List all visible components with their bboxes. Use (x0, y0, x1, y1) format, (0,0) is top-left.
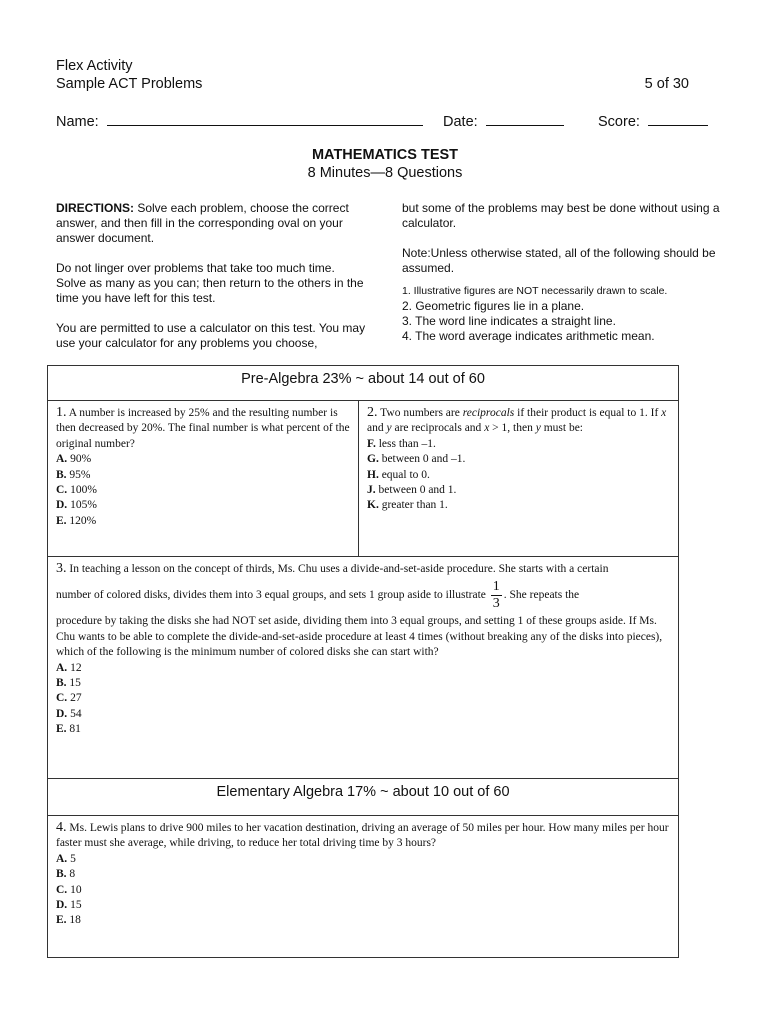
choice[interactable]: B. 15 (56, 677, 81, 690)
choice[interactable]: A. 5 (56, 852, 76, 865)
subtitle-label: Sample ACT Problems (56, 76, 203, 92)
question-text: A number is increased by 25% and the resulting number is then decreased by 20%. The final number is what percent of the original number? (56, 407, 350, 450)
section-prealgebra (47, 365, 679, 401)
question-text-line: number of colored disks, divides them into 3 equal groups, and sets 1 group aside to illustrate $\frac{1}{3}$ . She repeats the (56, 579, 580, 612)
choice[interactable]: C. 100% (56, 484, 97, 497)
question-4 (47, 815, 679, 958)
directions-right (402, 201, 720, 344)
directions-note: Note:Unless otherwise stated, all of the following should be assumed. (402, 246, 716, 275)
question-text-rest: procedure by taking the disks she had NOT set aside, dividing them into 3 equal groups, and setting 1 of these groups aside. If Ms. Chu wants to be able to complete the divide-and-set-aside procedure at least 4 times (without breaking any of the disks into pieces), which of the following is the minimum number of colored disks she can start with? (56, 615, 663, 659)
test-subtitle: 8 Minutes—8 Questions (307, 165, 463, 181)
choice[interactable]: C. 10 (56, 883, 82, 896)
score-blank[interactable] (648, 111, 708, 126)
question-number: 3. (56, 561, 67, 576)
choice[interactable]: K. greater than 1. (367, 499, 448, 512)
date-label: Date: (443, 114, 478, 130)
choice[interactable]: G. between 0 and –1. (367, 453, 466, 466)
choice[interactable]: D. 15 (56, 899, 82, 912)
assumption-item: 4. The word average indicates arithmetic mean. (402, 329, 655, 343)
question-1 (47, 400, 359, 557)
question-text: 3. In teaching a lesson on the concept of thirds, Ms. Chu uses a divide-and-set-aside procedure. She starts with a certain (56, 561, 609, 576)
choice[interactable]: B. 95% (56, 468, 91, 481)
name-field[interactable] (56, 111, 423, 131)
section-prealgebra-title: Pre-Algebra 23% ~ about 14 out of 60 (241, 371, 485, 387)
assumption-item: 1. Illustrative figures are NOT necessarily drawn to scale. (402, 285, 668, 297)
score-label: Score: (598, 114, 640, 130)
question-3 (47, 556, 679, 779)
fraction-one-third: $\frac{1}{3}$ (492, 579, 500, 612)
directions-p3: You are permitted to use a calculator on this test. You may use your calculator for any problems you choose, (56, 321, 366, 350)
directions-label: DIRECTIONS: (56, 201, 134, 215)
test-title-block (0, 146, 770, 183)
choice[interactable]: C. 27 (56, 692, 82, 705)
choice[interactable]: E. 81 (56, 723, 81, 736)
choice[interactable]: A. 12 (56, 661, 82, 674)
section-elementary (47, 778, 679, 816)
choice[interactable]: J. between 0 and 1. (367, 484, 457, 497)
score-field[interactable] (598, 111, 708, 131)
assumptions-list (402, 284, 720, 344)
date-blank[interactable] (486, 111, 564, 126)
question-2 (358, 400, 679, 557)
directions-p1: DIRECTIONS: Solve each problem, choose the correct answer, and then fill in the corresponding oval on your answer document. (56, 201, 349, 245)
directions-p4: but some of the problems may best be done without using a calculator. (402, 201, 720, 230)
activity-label: Flex Activity (56, 58, 133, 74)
name-blank[interactable] (107, 111, 423, 126)
choice[interactable]: F. less than –1. (367, 437, 436, 450)
name-label: Name: (56, 114, 99, 130)
choice[interactable]: A. 90% (56, 453, 92, 466)
choice[interactable]: D. 105% (56, 499, 97, 512)
question-text: Ms. Lewis plans to drive 900 miles to her vacation destination, driving an average of 50 miles per hour. How many miles per hour faster must she average, while driving, to reduce her total driving time by 3 hours? (56, 822, 669, 850)
header-title (56, 57, 202, 93)
assumption-item: 2. Geometric figures lie in a plane. (402, 299, 585, 313)
question-number: 2. (367, 405, 378, 420)
choice[interactable]: B. 8 (56, 868, 76, 881)
date-field[interactable] (443, 111, 564, 131)
question-number: 4. (56, 820, 67, 835)
question-number: 1. (56, 405, 67, 420)
choice[interactable]: E. 120% (56, 514, 97, 527)
assumption-item: 3. The word line indicates a straight line. (402, 314, 616, 328)
question-text: Two numbers are reciprocals if their product is equal to 1. If x and y are reciprocals and x > 1, then y must be: (367, 407, 667, 435)
choice[interactable]: D. 54 (56, 707, 82, 720)
page-number: 5 of 30 (644, 76, 689, 92)
choice[interactable]: E. 18 (56, 914, 81, 927)
directions-left (56, 201, 368, 351)
directions-p2: Do not linger over problems that take too much time. Solve as many as you can; then return to the others in the time you have left for this test. (56, 261, 364, 305)
choice[interactable]: H. equal to 0. (367, 468, 430, 481)
section-elementary-title: Elementary Algebra 17% ~ about 10 out of 60 (216, 784, 510, 800)
test-title: MATHEMATICS TEST (311, 147, 459, 163)
